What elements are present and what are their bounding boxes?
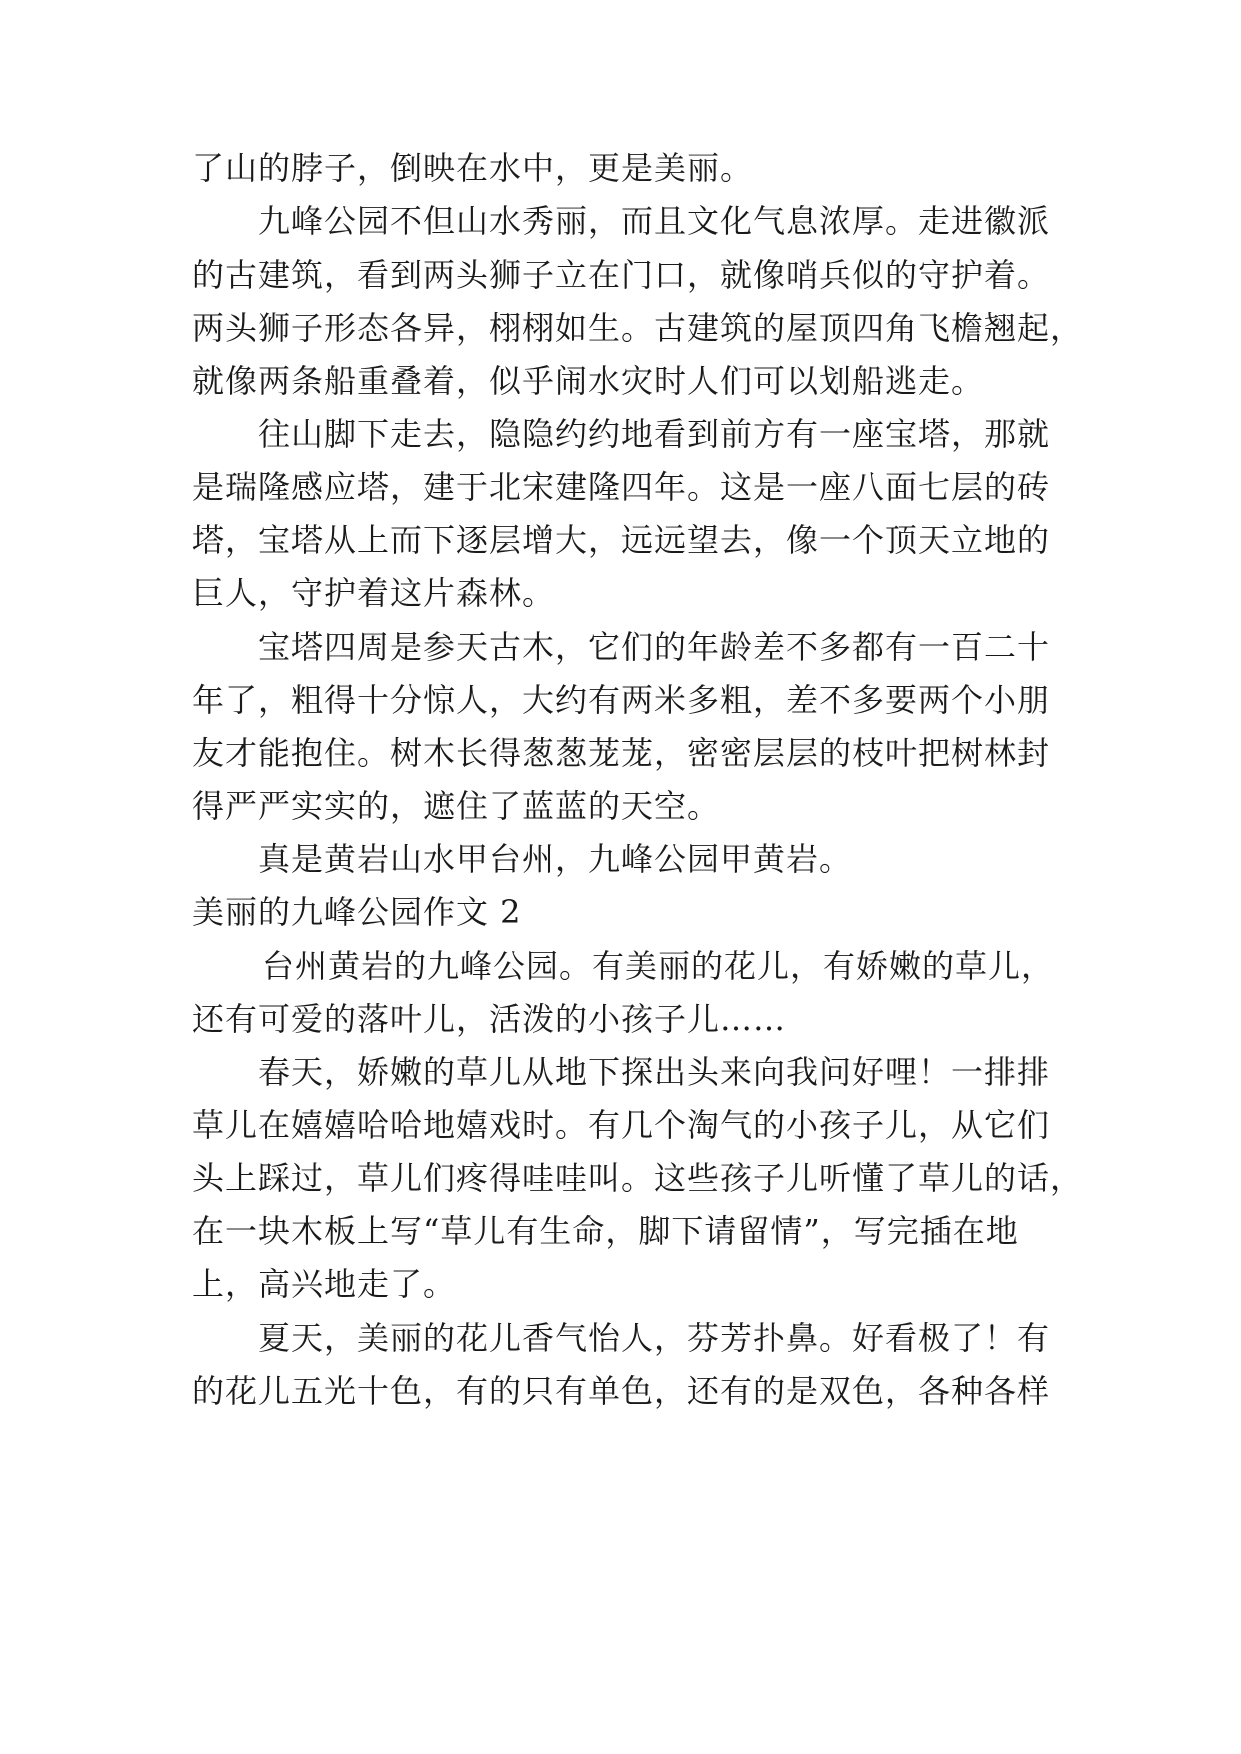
paragraph-start-line: 九峰公园不但山水秀丽，而且文化气息浓厚。走进徽派 bbox=[258, 202, 1051, 240]
paragraph-start-line: 夏天，美丽的花儿香气怡人，芬芳扑鼻。好看极了！有 bbox=[258, 1319, 1051, 1357]
text-line: 的古建筑，看到两头狮子立在门口，就像哨兵似的守护着。 bbox=[192, 256, 1051, 294]
text-line: 就像两条船重叠着，似乎闹水灾时人们可以划船逃走。 bbox=[192, 362, 985, 400]
text-line: 头上踩过，草儿们疼得哇哇叫。这些孩子儿听懂了草儿的话， bbox=[192, 1159, 1084, 1197]
text-line: 年了，粗得十分惊人，大约有两米多粗，差不多要两个小朋 bbox=[192, 681, 1051, 719]
text-line: 塔，宝塔从上而下逐层增大，远远望去，像一个顶天立地的 bbox=[192, 521, 1051, 559]
text-line: 上，高兴地走了。 bbox=[192, 1265, 457, 1303]
paragraph-start-line: 宝塔四周是参天古木，它们的年龄差不多都有一百二十 bbox=[258, 628, 1051, 666]
paragraph-start-line: 往山脚下走去，隐隐约约地看到前方有一座宝塔，那就 bbox=[258, 415, 1051, 453]
text-line: 两头狮子形态各异，栩栩如生。古建筑的屋顶四角飞檐翘起， bbox=[192, 309, 1084, 347]
text-line: 在一块木板上写“草儿有生命，脚下请留情”，写完插在地 bbox=[192, 1212, 1019, 1250]
text-line: 友才能抱住。树木长得葱葱茏茏，密密层层的枝叶把树林封 bbox=[192, 734, 1051, 772]
text-line: 得严严实实的，遮住了蓝蓝的天空。 bbox=[192, 787, 721, 825]
paragraph-start-line: 春天，娇嫩的草儿从地下探出头来向我问好哩！一排排 bbox=[258, 1053, 1051, 1091]
paragraph-start-line: 真是黄岩山水甲台州，九峰公园甲黄岩。 bbox=[258, 840, 853, 878]
text-line: 还有可爱的落叶儿，活泼的小孩子儿…… bbox=[192, 1000, 787, 1038]
paragraph-start-line: 台州黄岩的九峰公园。有美丽的花儿，有娇嫩的草儿， bbox=[262, 947, 1055, 985]
text-line: 了山的脖子，倒映在水中，更是美丽。 bbox=[192, 149, 754, 187]
text-line: 是瑞隆感应塔，建于北宋建隆四年。这是一座八面七层的砖 bbox=[192, 468, 1051, 506]
text-line: 草儿在嬉嬉哈哈地嬉戏时。有几个淘气的小孩子儿，从它们 bbox=[192, 1106, 1051, 1144]
section-title: 美丽的九峰公园作文 2 bbox=[192, 893, 522, 931]
text-line: 的花儿五光十色，有的只有单色，还有的是双色，各种各样 bbox=[192, 1372, 1051, 1410]
text-line: 巨人，守护着这片森林。 bbox=[192, 574, 556, 612]
